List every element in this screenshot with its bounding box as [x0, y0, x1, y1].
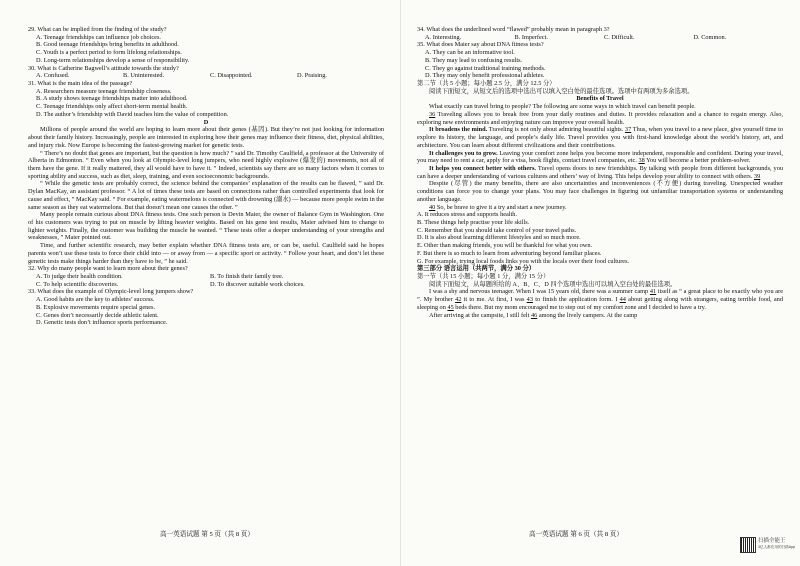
question-stem: 33. What does the example of Olympic-level long jumpers show? [28, 288, 194, 296]
right-page [400, 0, 800, 566]
option: A. They can be an informative tool. [425, 49, 515, 57]
passage-paragraph: “ There’s no doubt that genes are important, but the question is how much? ” said Dr. Timothy Caulfield, a professor at the University of Alberta in Edmonton. “ Even when you look at Olympic-level long jumpers, who need highly explosive (爆发的) movements, not all of them have the gene. If it really mattered, they all would have to have it. ” Indeed, scientists say there are so many factors when it comes to sporting ability and success, such as diet, sleep, training, and even socioeconomic backgrounds. [28, 149, 384, 180]
option: D. They may only benefit professional athletes. [425, 72, 545, 80]
option: A. Confused. [36, 72, 70, 80]
option: C. To help scientific discoveries. [36, 280, 119, 288]
choice: C. Remember that you should take control of your travel paths. [417, 226, 577, 234]
paragraph-text: Traveling allows you to break free from your daily routines and duties. It provides relaxation and a chance to regain energy. Also, exploring new environments and enjoying nature can improve your overall health. [417, 110, 783, 126]
option-row [417, 34, 783, 42]
option: A. Teenage friendships can influence job choices. [36, 33, 161, 41]
scanner-label: 扫描全能王 [758, 538, 786, 544]
option-row [28, 273, 384, 281]
section-header: 第一节（共 15 小题；每小题 1 分，满分 15 分） [417, 273, 550, 280]
option: D. To discover suitable work choices. [210, 280, 305, 288]
paragraph-heading: It helps you connect better with others. [429, 164, 536, 172]
cloze-text: among the lively campers. At the camp [537, 311, 638, 319]
option-row [28, 72, 384, 80]
cloze-text: to finish the application form. I [532, 296, 620, 304]
passage-paragraph [417, 165, 783, 180]
cloze-text: about getting along with strangers, eating terrible food, and sleeping on [417, 296, 783, 311]
page-footer: 高一英语试题 第 6 页（共 8 页） [529, 531, 623, 538]
choice: D. It is also about learning different lifestyles and so much more. [417, 234, 581, 242]
choice: F. But there is so much to learn from adventuring beyond familiar places. [417, 249, 602, 257]
option: C. Youth is a perfect period to form lifelong relationships. [36, 49, 182, 57]
option: B. To finish their family tree. [210, 273, 284, 280]
blank-36: 36 [429, 110, 436, 118]
blank-44: 44 [619, 296, 626, 304]
paragraph-heading: It challenges you to grow. [429, 149, 498, 157]
passage-paragraph: “ While the genetic tests are probably correct, the science behind the companies’ explanation of the results can be flawed, ” said Dr. Dylan MacKay, an assistant professor. “ A lot of times these tests are based on connections rather than controlled experiments that look for cause and effect, ” MacKay said. “ For example, eating watermelons is connected with drowning (溺水) — because more people swim in the same season as they eat watermelons. But that doesn’t mean one causes the other. ” [28, 180, 384, 211]
cloze-paragraph [417, 288, 783, 311]
option: D. Praising. [297, 72, 327, 80]
blank-43: 43 [526, 296, 533, 304]
passage-paragraph [417, 204, 783, 212]
cloze-text: it to me. At first, I was [461, 296, 527, 304]
passage-paragraph: Millions of people around the world are hoping to learn more about their genes (基因). But they’re not just looking for information about their family history. Increasingly, people are interested in exploring how their genes may influence their fitness, diet, physical abilities, and injury risk. Now Europe is becoming the fastest-growing market for genetic tests. [28, 126, 384, 149]
cloze-paragraph [417, 312, 783, 320]
passage-paragraph: Despite (尽管) the many benefits, there are also uncertainties and inconveniences (不方便) during traveling. Unexpected weather conditions can force you to change your plans. You may face challenges in figuring out unfamiliar transportation systems or understanding another language. [417, 180, 783, 203]
option: A. Researchers measure teenage friendship closeness. [36, 87, 172, 95]
paragraph-text: So, be brave to give it a try and start a new journey. [435, 203, 567, 211]
blank-38: 38 [638, 157, 645, 165]
option-row [28, 281, 384, 289]
option: B. Imperfect. [514, 33, 548, 41]
left-column [28, 26, 384, 327]
passage-letter: D [203, 118, 209, 126]
section-instructions: 阅读下面短文，从短文后的选项中选出可以填入空白处的最佳选项。选项中有两项为多余选项。 [429, 87, 694, 95]
option: D. Common. [693, 33, 727, 41]
qr-code-icon [740, 537, 756, 553]
paragraph-heading: It broadens the mind. [429, 126, 488, 134]
section-instructions: 阅读下面短文，从每题所给的 A、B、C、D 四个选项中选出可以填入空白处的最佳选项。 [429, 280, 677, 288]
choice: B. These things help practise your life skills. [417, 218, 530, 226]
passage-paragraph: Many people remain curious about DNA fitness tests. One such person is Devin Maier, the owner of Balance Gym in Washington. One of his customers was trying to put on muscle by lifting heavier weights. Based on his gene test results, Maier advised him to change to lighter weights. Finally, the customer was building the muscle he wanted. “ These tests offer a deeper understanding of your strengths and weaknesses, ” Maier pointed out. [28, 211, 384, 242]
passage-title: Benefits of Travel [576, 95, 624, 103]
scanner-watermark [758, 538, 795, 550]
passage-paragraph: Time, and further scientific research, may better explain whether DNA fitness tests are, or can be, useful. Caulfield said he hopes parents won’t use these tests to force their child into — or away from — a specific sport or activity. “ Follow your heart, and don’t let these genetic tests make things harder than they have to be, ” he said. [28, 242, 384, 265]
option: C. Disappointed. [210, 72, 253, 80]
paragraph-text: Thus, when you travel to a new place, give yourself time to explore its history, the language, and people’s daily life. Travel provides you with first-hand knowledge about the world’s history, art, and architecture. You can learn about different civilizations and their contributions. [417, 126, 783, 149]
option: B. A study shows teenage friendships matter into adulthood. [36, 95, 188, 103]
blank-39: 39 [753, 172, 761, 180]
option: A. Interesting. [425, 33, 462, 41]
blank-40: 40 [429, 203, 436, 211]
option: B. Explosive movements require special genes. [36, 303, 156, 311]
cloze-text: beds there. But my mom encouraged me to step out of my comfort zone and I decided to have a try. [453, 303, 706, 311]
option: C. Teenage friendships only affect short-term mental health. [36, 103, 188, 111]
scanner-subtitle: 3亿人都在用的扫描App [758, 545, 796, 549]
part-header: 第三部分 语言运用（共两节，满分 30 分） [417, 265, 536, 273]
option: B. They may lead to confusing results. [425, 56, 523, 64]
question-stem: 35. What does Maier say about DNA fitness tests? [417, 41, 544, 49]
choice: E. Other than making friends, you will be thankful for what you own. [417, 242, 593, 250]
cloze-text: After arriving at the campsite, I still felt [429, 311, 531, 319]
paragraph-text: Leaving your comfort zone helps you become more independent, responsible and confident. During your travel, you may need to rent a car, apply for a visa, book flights, contact travel companies, etc. [417, 149, 783, 165]
option: B. Good teenage friendships bring benefits in adulthood. [36, 41, 179, 49]
option: D. Long-term relationships develop a sense of responsibility. [36, 56, 190, 64]
blank-45: 45 [447, 303, 454, 311]
passage-paragraph [417, 111, 783, 126]
choice: G. For example, trying local foods links you with the locals over their food cultures. [417, 257, 630, 265]
question-stem: 32. Why do many people want to learn more about their genes? [28, 265, 188, 273]
option: B. Uninterested. [123, 72, 165, 80]
blank-41: 41 [649, 288, 657, 296]
option: C. They go against traditional training methods. [425, 64, 546, 72]
option: C. Difficult. [604, 33, 635, 41]
option: C. Genes don’t necessarily decide athletic talent. [36, 311, 159, 319]
paragraph-text: Traveling is not only about admiring beautiful sights. [487, 126, 625, 134]
cloze-text: I was a shy and nervous teenager. When I was 15 years old, there was a summer camp [429, 288, 650, 296]
blank-37: 37 [624, 126, 632, 134]
question-stem: 31. What is the main idea of the passage? [28, 80, 133, 88]
page-footer: 高一英语试题 第 5 页（共 8 页） [160, 531, 254, 538]
passage-paragraph [417, 126, 783, 149]
paragraph-text: Travel opens doors to new friendships. By talking with people from different backgrounds, you can have a deeper understanding of various cultures and others’ way of living. This helps develop your ability to connect with others. [417, 164, 783, 180]
option: D. The author’s friendship with David teaches him the value of competition. [36, 110, 229, 118]
passage-paragraph [417, 150, 783, 165]
option: A. To judge their health condition. [36, 273, 123, 280]
cloze-text: itself as “ a great place to be exactly who you are ”. My brother [417, 288, 783, 304]
choice: A. It reduces stress and supports health. [417, 211, 518, 219]
option: D. Genetic tests don’t influence sports performance. [36, 319, 168, 327]
blank-46: 46 [530, 311, 538, 319]
question-stem: 30. What is Catherine Bagwell’s attitude towards the study? [28, 64, 179, 72]
right-column [417, 26, 783, 319]
section-header: 第二节（共 5 小题；每小题 2.5 分，满分 12.5 分） [417, 80, 556, 88]
question-stem: 29. What can be implied from the finding of the study? [28, 26, 167, 33]
passage-paragraph: What exactly can travel bring to people? The following are some ways in which travel can benefit people. [429, 103, 696, 111]
option: A. Good habits are the key to athletes’ success. [36, 296, 155, 304]
question-stem: 34. What does the underlined word “flawed” probably mean in paragraph 3? [417, 26, 610, 33]
blank-42: 42 [455, 296, 462, 304]
paragraph-text: You will become a better problem-solver. [644, 157, 751, 165]
